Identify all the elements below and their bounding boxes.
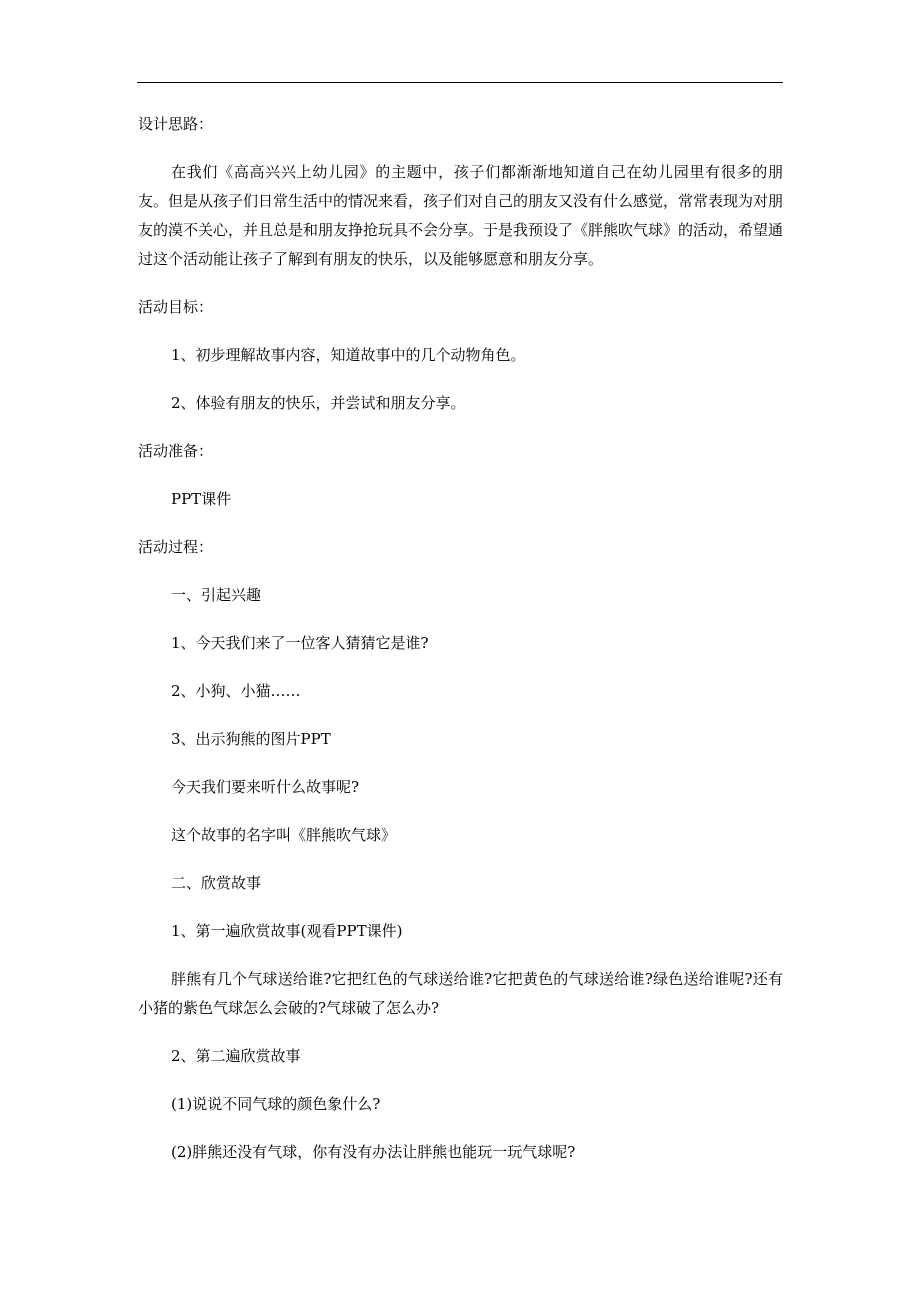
process-step-heading-1: 一、引起兴趣 (171, 586, 262, 604)
section-heading-preparation: 活动准备： (138, 442, 214, 460)
process-item: 2、小狗、小猫…… (171, 682, 301, 700)
process-item: 今天我们要来听什么故事呢? (171, 778, 360, 796)
document-body (138, 110, 783, 1186)
goal-item-1: 1、初步理解故事内容，知道故事中的几个动物角色。 (171, 346, 526, 364)
process-item: 3、出示狗熊的图片PPT (171, 730, 331, 748)
section-heading-goals: 活动目标： (138, 298, 214, 316)
process-item: 这个故事的名字叫《胖熊吹气球》 (171, 826, 397, 844)
process-step-heading-2: 二、欣赏故事 (171, 874, 262, 892)
section-heading-process: 活动过程： (138, 538, 214, 556)
goal-item-2: 2、体验有朋友的快乐，并尝试和朋友分享。 (171, 394, 466, 412)
process-item: 胖熊有几个气球送给谁?它把红色的气球送给谁?它把黄色的气球送给谁?绿色送给谁呢?还有小猪的紫色气球怎么会破的?气球破了怎么办? (138, 970, 783, 1017)
process-item: 1、今天我们来了一位客人猜猜它是谁? (171, 634, 429, 652)
preparation-item: PPT课件 (171, 490, 232, 508)
section-heading-design-idea: 设计思路： (138, 115, 214, 133)
design-idea-paragraph: 在我们《高高兴兴上幼儿园》的主题中，孩子们都渐渐地知道自己在幼儿园里有很多的朋友。但是从孩子们日常生活中的情况来看，孩子们对自己的朋友又没有什么感觉，常常表现为对朋友的漠不关心，并且总是和朋友挣抢玩具不会分享。于是我预设了《胖熊吹气球》的活动，希望通过这个活动能让孩子了解到有朋友的快乐，以及能够愿意和朋友分享。 (138, 163, 784, 268)
process-item: (2)胖熊还没有气球，你有没有办法让胖熊也能玩一玩气球呢? (171, 1143, 576, 1161)
header-rule (137, 82, 783, 83)
process-item: 2、第二遍欣赏故事 (171, 1047, 301, 1065)
process-item: (1)说说不同气球的颜色象什么? (171, 1095, 381, 1113)
process-item: 1、第一遍欣赏故事(观看PPT课件) (171, 922, 403, 940)
